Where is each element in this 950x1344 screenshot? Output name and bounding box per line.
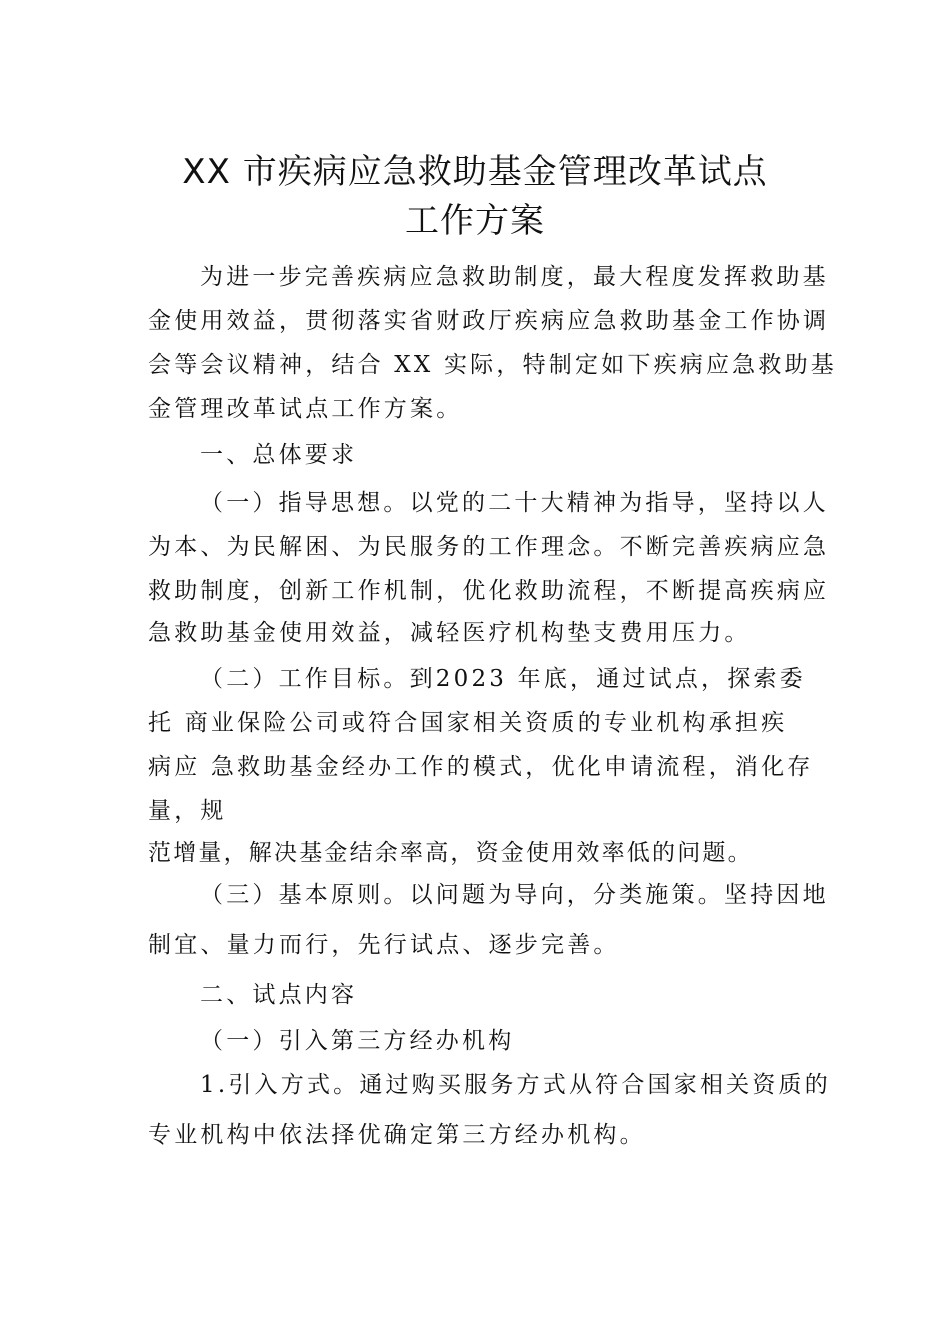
intro-method-line-1: 1.引入方式。通过购买服务方式从符合国家相关资质的 [200,1072,831,1098]
work-goal-line-3: 病应 急救助基金经办工作的模式，优化申请流程，消化存 [148,754,814,780]
section-heading-1: 一、总体要求 [200,442,358,468]
work-goal-line-5: 范增量，解决基金结余率高，资金使用效率低的问题。 [148,840,753,866]
intro-method-line-2: 专业机构中依法择优确定第三方经办机构。 [148,1122,646,1148]
intro-line-1: 为进一步完善疾病应急救助制度，最大程度发挥救助基 [200,264,829,290]
guiding-thought-line-1: （一）指导思想。以党的二十大精神为指导，坚持以人 [200,490,829,516]
guiding-thought-line-4: 急救助基金使用效益，减轻医疗机构垫支费用压力。 [148,620,751,646]
guiding-thought-line-3: 救助制度，创新工作机制，优化救助流程，不断提高疾病应 [148,578,830,604]
work-goal-line-1: （二）工作目标。到2023 年底，通过试点，探索委 [200,666,806,692]
document-title-line-2: 工作方案 [405,201,545,241]
basic-principle-line-1: （三）基本原则。以问题为导向，分类施策。坚持因地 [200,882,829,908]
work-goal-line-4: 量，规 [148,798,227,824]
guiding-thought-line-2: 为本、为民解困、为民服务的工作理念。不断完善疾病应急 [148,534,830,560]
intro-line-4: 金管理改革试点工作方案。 [148,396,463,422]
intro-line-3: 会等会议精神，结合 XX 实际，特制定如下疾病应急救助基 [148,352,837,378]
section-heading-2: 二、试点内容 [200,982,358,1008]
work-goal-line-2: 托 商业保险公司或符合国家相关资质的专业机构承担疾 [148,710,788,736]
subsection-heading-1: （一）引入第三方经办机构 [200,1028,515,1054]
intro-line-2: 金使用效益，贯彻落实省财政厅疾病应急救助基金工作协调 [148,308,830,334]
document-title-line-1: XX 市疾病应急救助基金管理改革试点 [182,152,768,192]
basic-principle-line-2: 制宜、量力而行，先行试点、逐步完善。 [148,932,620,958]
